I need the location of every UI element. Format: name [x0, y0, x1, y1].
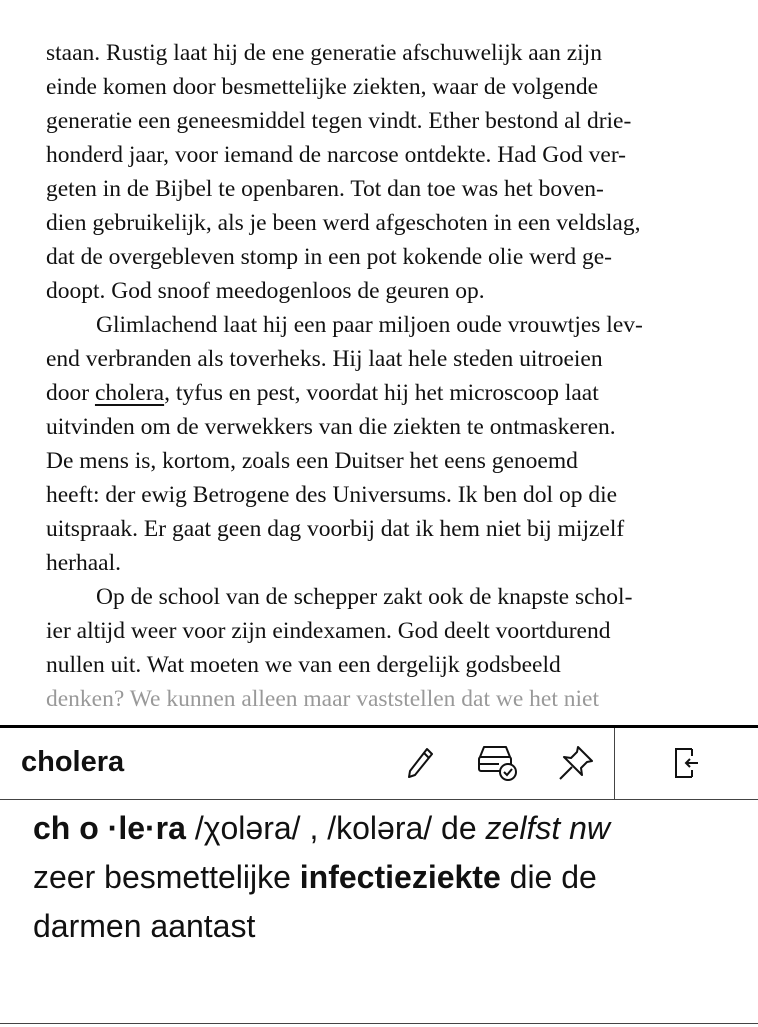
close-dictionary-button[interactable] — [664, 740, 710, 786]
text-line — [46, 376, 712, 410]
text-line: heeft: der ewig Betrogene des Universums. Ik ben dol op die — [46, 482, 618, 508]
text-line: dat de overgebleven stomp in een pot kokende olie werd ge- — [46, 244, 612, 270]
text-line: uitvinden om de verwekkers van die ziekten te ontmaskeren. — [46, 414, 616, 440]
book-page-text — [46, 36, 712, 726]
pronunciation: /χolәra/ , /kolәra/ — [194, 810, 433, 846]
toolbar-divider — [614, 728, 615, 799]
text-line: Glimlachend laat hij een paar miljoen oude vrouwtjes lev- — [96, 312, 643, 338]
lookup-word: cholera — [21, 746, 125, 778]
text-line: doopt. God snoof meedogenloos de geuren op. — [46, 278, 485, 304]
text-line: generatie een geneesmiddel tegen vindt. Ether bestond al drie- — [46, 108, 632, 134]
text-line: dien gebruikelijk, als je been werd afgeschoten in een veldslag, — [46, 210, 641, 236]
text-line: einde komen door besmettelijke ziekten, waar de volgende — [46, 74, 599, 100]
definition-segment: die de — [509, 859, 597, 895]
text-line: De mens is, kortom, zoals een Duitser het eens genoemd — [46, 448, 578, 474]
text-segment: door — [46, 380, 95, 406]
definition-header — [33, 804, 733, 853]
selected-word-cholera[interactable]: cholera — [94, 380, 165, 406]
text-line: uitspraak. Er gaat geen dag voorbij dat ik hem niet bij mijzelf — [46, 516, 625, 542]
text-line: end verbranden als toverheks. Hij laat hele steden uitroeien — [46, 346, 603, 372]
definition-text — [33, 853, 733, 902]
translate-icon — [475, 743, 519, 783]
pin-icon — [556, 743, 596, 783]
dictionary-toolbar — [0, 728, 758, 800]
text-line: herhaal. — [46, 550, 122, 576]
definition-body — [33, 804, 733, 951]
text-line: staan. Rustig laat hij de ene generatie afschuwelijk aan zijn — [46, 40, 602, 66]
headword: ch o ·le·ra — [33, 810, 186, 846]
text-line: honderd jaar, voor iemand de narcose ontdekte. Had God ver- — [46, 142, 626, 168]
dictionary-popup — [0, 725, 758, 1027]
pin-button[interactable] — [553, 740, 599, 786]
part-of-speech: zelfst nw — [485, 810, 611, 846]
text-line: ier altijd weer voor zijn eindexamen. God deelt voortdurend — [46, 618, 611, 644]
text-line-faded: denken? We kunnen alleen maar vaststellen dat we het niet — [46, 686, 599, 712]
pencil-icon — [405, 746, 435, 780]
exit-icon — [672, 743, 702, 783]
text-line: Op de school van de schepper zakt ook de knapste schol- — [96, 584, 633, 610]
definition-keyword[interactable]: infectieziekte — [299, 859, 501, 895]
article: de — [441, 810, 477, 846]
text-segment: , tyfus en pest, voordat hij het microscoop laat — [164, 380, 599, 406]
edit-button[interactable] — [397, 740, 443, 786]
definition-segment: zeer besmettelijke — [33, 859, 291, 895]
translate-button[interactable] — [474, 740, 520, 786]
definition-text: darmen aantast — [33, 908, 256, 944]
text-line: geten in de Bijbel te openbaren. Tot dan toe was het boven- — [46, 176, 604, 202]
text-line: nullen uit. Wat moeten we van een dergelijk godsbeeld — [46, 652, 561, 678]
